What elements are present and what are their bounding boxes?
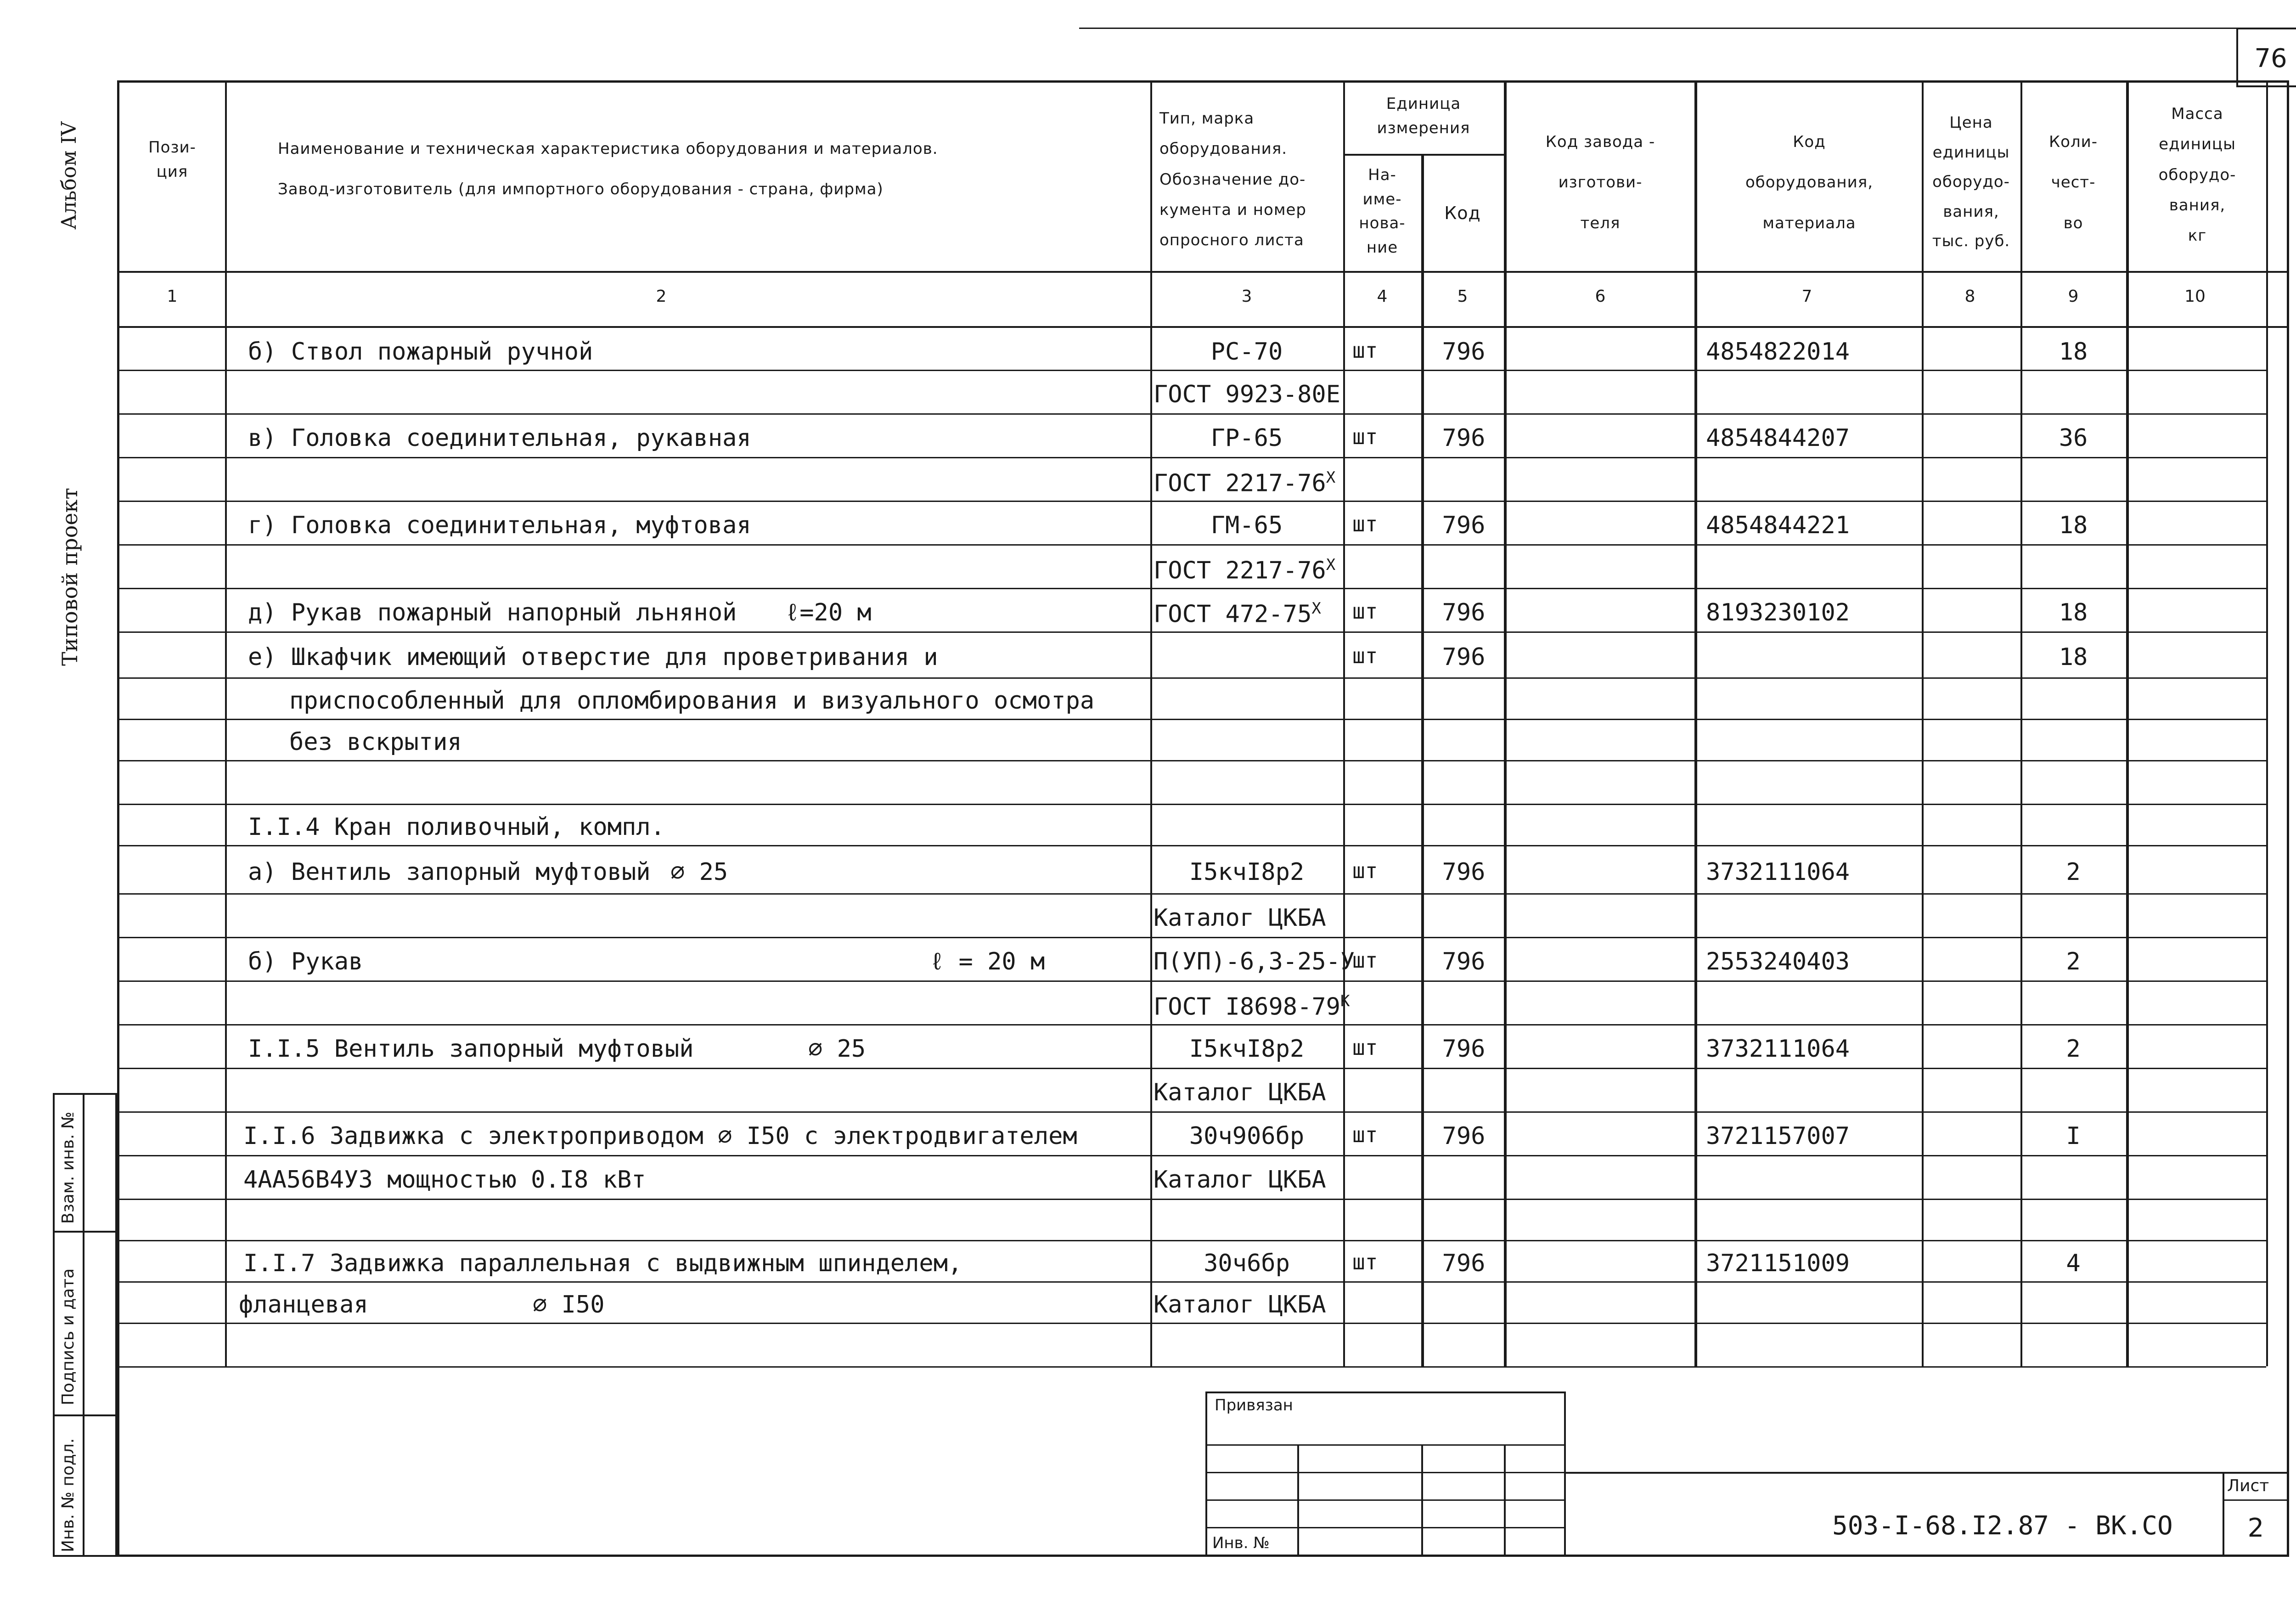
header-mass-l3: оборудо- xyxy=(2158,165,2236,184)
row-line xyxy=(117,1240,2266,1241)
row-line xyxy=(117,413,2266,415)
header-factory-code-l2: изготови- xyxy=(1558,173,1643,192)
header-mass-l5: кг xyxy=(2188,226,2207,245)
title-block-top xyxy=(1566,1472,2289,1474)
header-equip-code xyxy=(1699,122,1919,243)
item-unit-code: 796 xyxy=(1442,1035,1486,1063)
row-line xyxy=(117,937,2266,938)
item-type: ГМ-65 xyxy=(1210,512,1283,539)
row-line xyxy=(117,501,2266,502)
header-unit-name-l3: нова- xyxy=(1359,214,1406,233)
item-type: ГОСТ 9923-80Е xyxy=(1154,381,1340,408)
col-line-10 xyxy=(2266,80,2268,1366)
top-edge-line xyxy=(1079,28,2236,29)
item-name-extra: ⌀ I50 xyxy=(533,1291,605,1318)
item-type: ГОСТ $2217-76^X$ xyxy=(1154,468,1336,497)
header-mass-l4: вания, xyxy=(2169,196,2226,214)
item-type-superscript: X xyxy=(1311,599,1321,618)
header-qty xyxy=(2023,122,2124,243)
item-quantity: 36 xyxy=(2059,424,2088,452)
item-equipment-code: 2553240403 xyxy=(1706,948,1850,975)
header-factory-code xyxy=(1508,122,1692,243)
item-name: фланцевая xyxy=(239,1291,368,1318)
item-name: г) Головка соединительная, муфтовая xyxy=(248,512,751,539)
item-quantity: 18 xyxy=(2059,338,2088,366)
row-line xyxy=(117,1111,2266,1113)
item-name: б) Ствол пожарный ручной xyxy=(248,338,593,366)
side-stamp-h1 xyxy=(53,1231,117,1233)
item-name: а) Вентиль запорный муфтовый xyxy=(248,858,651,886)
header-unit-name xyxy=(1345,163,1419,260)
side-label-album: Альбом IV xyxy=(57,121,81,230)
header-equip-code-l2: оборудования, xyxy=(1745,173,1874,192)
row-line xyxy=(117,1366,2266,1368)
row-line xyxy=(117,677,2266,679)
item-unit-code: 796 xyxy=(1442,643,1486,671)
header-unit-code: Код xyxy=(1444,203,1481,223)
item-type: I5кчI8р2 xyxy=(1189,1035,1305,1063)
header-type-l4: кумента и номер xyxy=(1159,200,1306,219)
item-equipment-code: 3721151009 xyxy=(1706,1250,1850,1277)
header-qty-l1: Коли- xyxy=(2048,133,2098,151)
item-name-extra: ℓ=20 м xyxy=(785,599,872,626)
item-unit: шт xyxy=(1352,599,1378,624)
item-quantity: I xyxy=(2066,1122,2081,1150)
col-line-3 xyxy=(1343,80,1345,1366)
item-type: РС-70 xyxy=(1210,338,1283,366)
unit-header-split xyxy=(1343,154,1504,156)
item-unit: шт xyxy=(1352,948,1378,973)
header-price-l3: оборудо- xyxy=(1932,173,2010,192)
item-name: I.I.7 Задвижка параллельная с выдвижным шпинделем, xyxy=(243,1250,962,1277)
item-type: Каталог ЦКБА xyxy=(1154,1166,1326,1194)
item-type: 30ч906бр xyxy=(1189,1122,1305,1150)
item-unit: шт xyxy=(1352,1122,1378,1147)
row-line xyxy=(117,1199,2266,1200)
document-designation: 503-I-68.I2.87 - ВК.СО xyxy=(1832,1511,2173,1541)
header-unit-name-l4: ние xyxy=(1366,238,1398,257)
item-unit: шт xyxy=(1352,1250,1378,1274)
side-label-inv-podl: Инв. № подл. xyxy=(59,1438,78,1552)
row-line xyxy=(117,588,2266,589)
stamp-h4 xyxy=(1205,1527,1566,1528)
item-type-superscript: X xyxy=(1326,468,1336,487)
row-line xyxy=(117,719,2266,720)
row-line xyxy=(117,1068,2266,1069)
item-type: Каталог ЦКБА xyxy=(1154,1079,1326,1106)
stamp-v1 xyxy=(1297,1444,1299,1557)
item-unit: шт xyxy=(1352,512,1378,536)
item-quantity: 4 xyxy=(2066,1250,2081,1277)
item-unit-code: 796 xyxy=(1442,1122,1486,1150)
header-price-l5: тыс. руб. xyxy=(1932,232,2010,251)
item-type: ГОСТ $I8698-79^K$ xyxy=(1154,992,1350,1021)
header-mass-l2: единицы xyxy=(2159,135,2236,154)
item-unit: шт xyxy=(1352,643,1378,668)
row-line xyxy=(117,1323,2266,1324)
colnum-8: 8 xyxy=(1964,287,1975,306)
col-line-9 xyxy=(2126,80,2129,1366)
row-line xyxy=(117,760,2266,761)
item-equipment-code: 4854844221 xyxy=(1706,512,1850,539)
stamp-h2 xyxy=(1205,1472,1566,1473)
header-position xyxy=(124,135,220,184)
item-type: Каталог ЦКБА xyxy=(1154,904,1326,932)
row-line xyxy=(117,1155,2266,1156)
side-stamp-divider xyxy=(83,1093,84,1557)
item-unit-code: 796 xyxy=(1442,424,1486,452)
item-unit-code: 796 xyxy=(1442,858,1486,886)
row-line xyxy=(117,980,2266,982)
header-position-l1: Пози- xyxy=(148,138,196,157)
row-line xyxy=(117,893,2266,895)
item-type-superscript: X xyxy=(1326,556,1336,574)
stamp-v3 xyxy=(1504,1444,1506,1557)
header-unit-name-l2: име- xyxy=(1362,190,1402,208)
item-unit: шт xyxy=(1352,858,1378,883)
header-mass-l1: Масса xyxy=(2171,105,2223,123)
col-line-5 xyxy=(1504,80,1507,1366)
stamp-v2 xyxy=(1421,1444,1423,1557)
item-equipment-code: 4854844207 xyxy=(1706,424,1850,452)
header-name xyxy=(278,129,1141,210)
item-unit: шт xyxy=(1352,424,1378,449)
header-unit-l1: Единица xyxy=(1386,95,1461,113)
bind-stamp-frame xyxy=(1205,1392,1566,1557)
colnum-2: 2 xyxy=(656,287,667,306)
header-type-l1: Тип, марка xyxy=(1159,109,1255,128)
header-unit xyxy=(1345,92,1502,140)
header-type-l2: оборудования. xyxy=(1159,140,1288,158)
item-unit-code: 796 xyxy=(1442,599,1486,626)
item-name-extra: ℓ = 20 м xyxy=(930,948,1045,975)
item-name: I.I.5 Вентиль запорный муфтовый xyxy=(248,1035,694,1063)
item-type: I5кчI8р2 xyxy=(1189,858,1305,886)
item-type: Каталог ЦКБА xyxy=(1154,1291,1326,1318)
item-quantity: 2 xyxy=(2066,858,2081,886)
item-unit-code: 796 xyxy=(1442,948,1486,975)
colnum-10: 10 xyxy=(2184,287,2206,306)
row-line xyxy=(117,804,2266,805)
colnum-3: 3 xyxy=(1241,287,1252,306)
col-line-6 xyxy=(1694,80,1697,1366)
item-name-extra: ⌀ 25 xyxy=(808,1035,866,1063)
col-line-1 xyxy=(225,80,227,1366)
header-factory-code-l3: теля xyxy=(1580,214,1621,232)
header-unit-l2: измерения xyxy=(1377,118,1470,137)
item-name: е) Шкафчик имеющий отверстие для проветривания и xyxy=(248,643,938,671)
item-equipment-code: 3732111064 xyxy=(1706,858,1850,886)
header-position-l2: ция xyxy=(156,162,188,181)
header-name-l2: Завод-изготовитель (для импортного оборудования - страна, фирма) xyxy=(278,180,884,199)
header-price-l2: единицы xyxy=(1932,143,2010,162)
item-type: ГОСТ $472-75^X$ xyxy=(1154,599,1321,628)
item-type-superscript: K xyxy=(1340,992,1350,1010)
stamp-h1 xyxy=(1205,1444,1566,1446)
sheet-label: Лист xyxy=(2227,1476,2269,1495)
header-qty-l2: чест- xyxy=(2051,173,2096,192)
colnum-1: 1 xyxy=(167,287,178,306)
header-equip-code-l1: Код xyxy=(1793,133,1826,151)
colnum-6: 6 xyxy=(1595,287,1606,306)
item-unit-code: 796 xyxy=(1442,512,1486,539)
item-type: П(УП)-6,3-25-У xyxy=(1154,948,1355,975)
header-price-l1: Цена xyxy=(1949,113,1993,132)
stamp-h3 xyxy=(1205,1499,1566,1501)
item-quantity: 18 xyxy=(2059,643,2088,671)
item-quantity: 2 xyxy=(2066,1035,2081,1063)
item-name: I.I.6 Задвижка с электроприводом ⌀ I50 с электродвигателем xyxy=(243,1122,1077,1150)
item-name: I.I.4 Кран поливочный, компл. xyxy=(248,813,665,841)
header-factory-code-l1: Код завода - xyxy=(1545,133,1655,151)
item-quantity: 2 xyxy=(2066,948,2081,975)
header-unit-name-l1: На- xyxy=(1368,166,1396,184)
row-line xyxy=(117,544,2266,546)
sheet-number: 2 xyxy=(2247,1513,2264,1543)
item-quantity: 18 xyxy=(2059,512,2088,539)
side-label-project: Типовой проект xyxy=(57,488,82,666)
colnum-bottom-line xyxy=(117,326,2289,328)
item-name: 4АА56В4УЗ мощностью 0.I8 кВт xyxy=(243,1166,646,1194)
row-line xyxy=(117,1281,2266,1283)
item-name: д) Рукав пожарный напорный льняной xyxy=(248,599,737,626)
row-line xyxy=(117,457,2266,458)
item-type: 30ч6бр xyxy=(1204,1250,1290,1277)
row-line xyxy=(117,845,2266,846)
header-name-l1: Наименование и техническая характеристика оборудования и материалов. xyxy=(278,140,938,158)
item-type: ГР-65 xyxy=(1210,424,1283,452)
header-type-l5: опросного листа xyxy=(1159,231,1304,250)
colnum-5: 5 xyxy=(1457,287,1468,306)
header-price-l4: вания, xyxy=(1943,202,1999,221)
header-qty-l3: во xyxy=(2063,214,2083,232)
sheet-box-split xyxy=(2223,1499,2289,1501)
item-name-extra: ⌀ 25 xyxy=(670,858,728,886)
item-unit-code: 796 xyxy=(1442,338,1486,366)
page-number: 76 xyxy=(2254,44,2287,73)
col-line-8 xyxy=(2020,80,2022,1366)
item-equipment-code: 4854822014 xyxy=(1706,338,1850,366)
item-name: б) Рукав xyxy=(248,948,363,975)
header-price xyxy=(1924,108,2018,256)
col-line-2 xyxy=(1150,80,1152,1366)
col-line-7 xyxy=(1922,80,1924,1366)
side-label-sign-date: Подпись и дата xyxy=(59,1268,78,1405)
item-equipment-code: 3721157007 xyxy=(1706,1122,1850,1150)
header-type xyxy=(1159,103,1343,255)
colnum-4: 4 xyxy=(1377,287,1388,306)
stamp-privyazan: Привязан xyxy=(1215,1396,1293,1414)
item-unit: шт xyxy=(1352,338,1378,363)
item-quantity: 18 xyxy=(2059,599,2088,626)
item-unit-code: 796 xyxy=(1442,1250,1486,1277)
item-name: приспособленный для опломбирования и визуального осмотра xyxy=(289,687,1095,715)
item-unit: шт xyxy=(1352,1035,1378,1060)
header-type-l3: Обозначение до- xyxy=(1159,170,1306,189)
colnum-9: 9 xyxy=(2068,287,2079,306)
row-line xyxy=(117,1024,2266,1025)
item-equipment-code: 8193230102 xyxy=(1706,599,1850,626)
side-stamp-h2 xyxy=(53,1414,117,1416)
item-equipment-code: 3732111064 xyxy=(1706,1035,1850,1063)
row-line xyxy=(117,370,2266,371)
header-mass xyxy=(2131,99,2264,251)
item-name: в) Головка соединительная, рукавная xyxy=(248,424,751,452)
item-name: без вскрытия xyxy=(289,728,462,756)
header-equip-code-l3: материала xyxy=(1762,214,1856,232)
item-type: ГОСТ $2217-76^X$ xyxy=(1154,556,1336,585)
header-bottom-line xyxy=(117,271,2289,273)
row-line xyxy=(117,631,2266,633)
side-label-inv-vzam: Взам. инв. № xyxy=(59,1111,78,1224)
stamp-inv-no: Инв. № xyxy=(1212,1534,1270,1552)
colnum-7: 7 xyxy=(1801,287,1812,306)
